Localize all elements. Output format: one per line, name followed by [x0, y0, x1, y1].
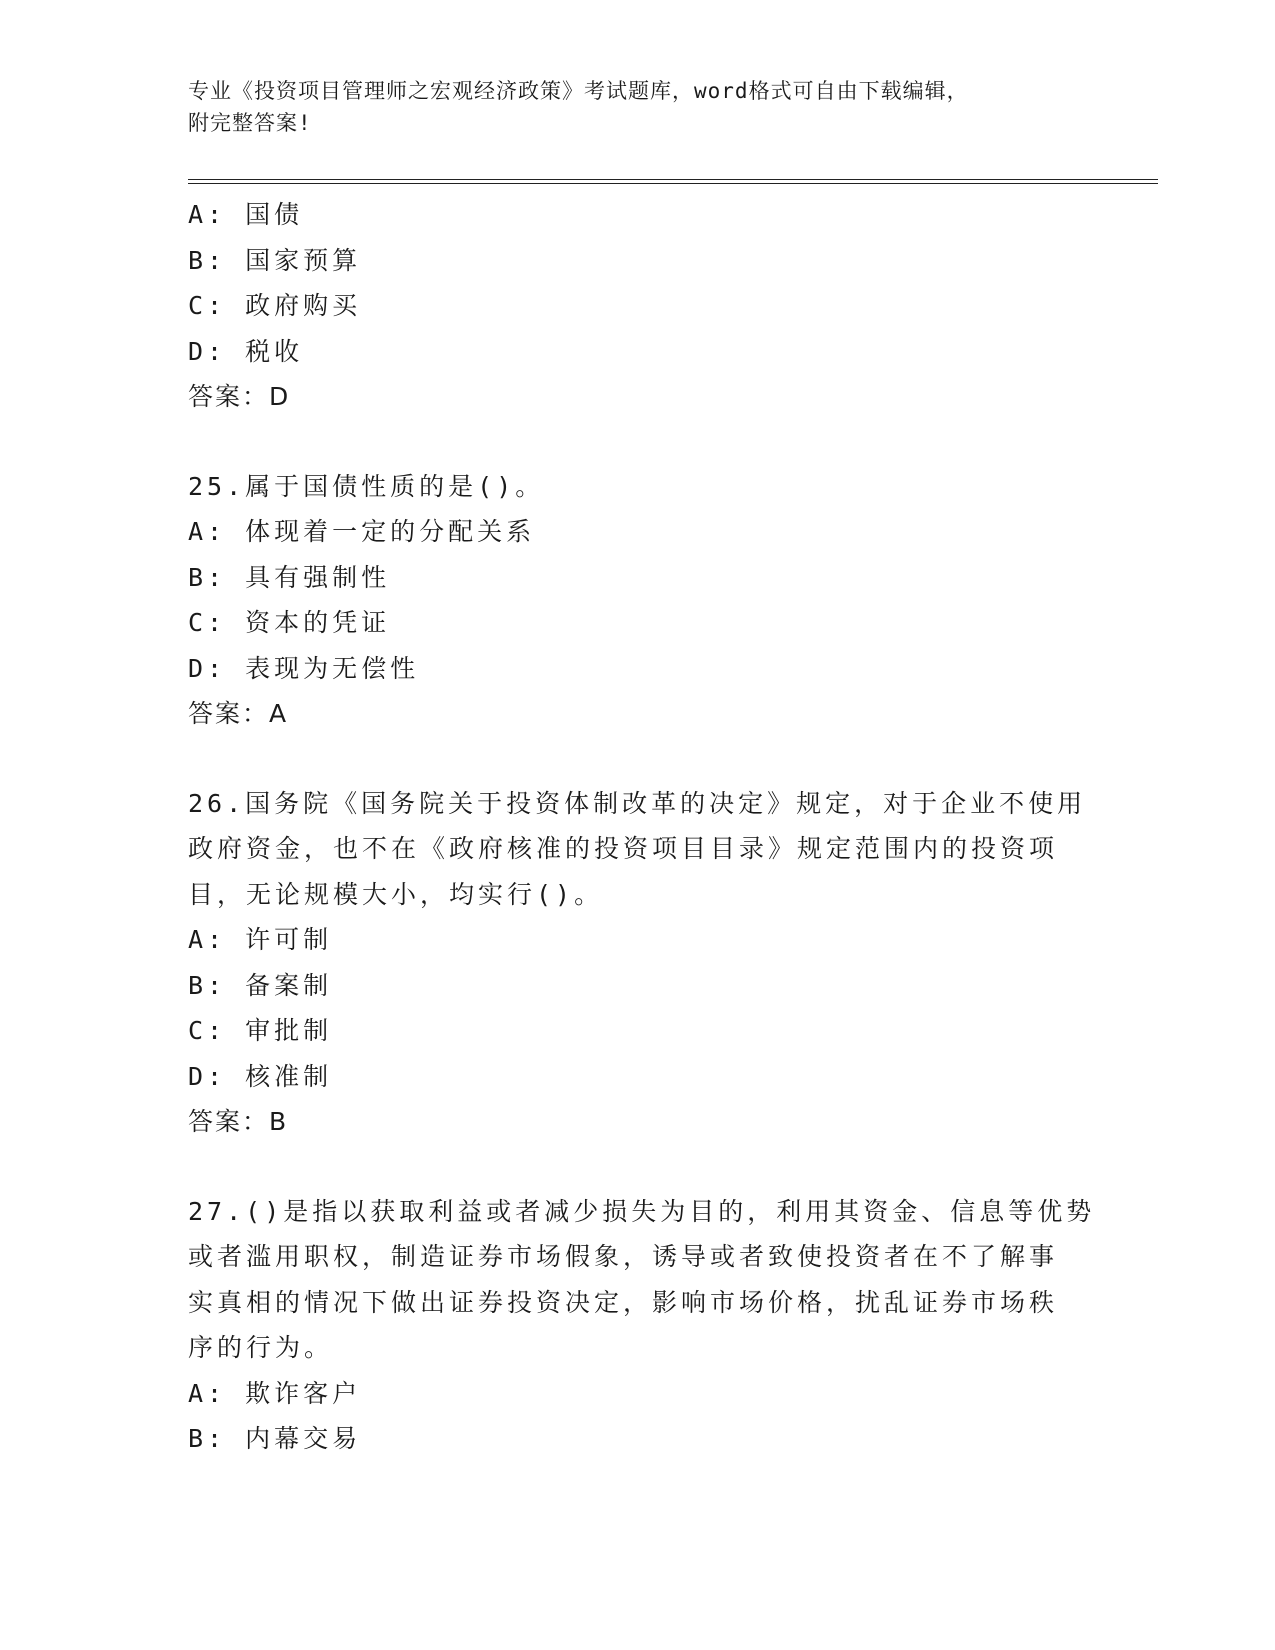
question-stem-line: 26.国务院《国务院关于投资体制改革的决定》规定，对于企业不使用: [188, 788, 1087, 818]
option-c: C: 政府购买: [188, 291, 362, 320]
header-line-2: 附完整答案!: [188, 111, 312, 135]
option-a: A: 许可制: [188, 925, 333, 954]
option-d: D: 表现为无偿性: [188, 653, 420, 683]
option-a: A: 欺诈客户: [188, 1378, 362, 1408]
question-stem: 25.属于国债性质的是()。: [188, 471, 545, 501]
option-a: A: 体现着一定的分配关系: [188, 517, 536, 546]
option-a: A: 国债: [188, 200, 304, 229]
question-stem-line: 或者滥用职权，制造证券市场假象，诱导或者致使投资者在不了解事: [188, 1242, 1059, 1271]
question-stem-line: 政府资金，也不在《政府核准的投资项目目录》规定范围内的投资项: [188, 834, 1059, 863]
answer: 答案：D: [188, 382, 291, 411]
question-25: [188, 464, 1088, 737]
option-c: C: 审批制: [188, 1016, 333, 1045]
option-b: B: 备案制: [188, 970, 333, 1000]
option-c: C: 资本的凭证: [188, 608, 391, 637]
question-list: [188, 192, 1096, 1462]
question-stem-line: 目，无论规模大小，均实行()。: [188, 879, 604, 909]
question-27: [188, 1189, 1096, 1462]
question-26: [188, 781, 1088, 1145]
document-header: [188, 75, 1088, 139]
question-stem-line: 实真相的情况下做出证券投资决定，影响市场价格，扰乱证券市场秩: [188, 1287, 1059, 1317]
option-d: D: 核准制: [188, 1061, 333, 1091]
header-divider-top: [188, 179, 1158, 180]
answer: 答案：A: [188, 699, 289, 728]
answer: 答案：B: [188, 1107, 289, 1136]
question-stem-line: 序的行为。: [188, 1333, 334, 1362]
option-b: B: 具有强制性: [188, 562, 391, 592]
header-line-1: 专业《投资项目管理师之宏观经济政策》考试题库，word格式可自由下载编辑，: [188, 79, 969, 103]
option-b: B: 内幕交易: [188, 1424, 362, 1453]
header-divider-bottom: [188, 183, 1158, 184]
option-b: B: 国家预算: [188, 245, 362, 275]
question-24-continued: [188, 192, 1088, 420]
option-d: D: 税收: [188, 336, 304, 366]
question-stem-line: 27.()是指以获取利益或者减少损失为目的，利用其资金、信息等优势: [188, 1196, 1096, 1226]
